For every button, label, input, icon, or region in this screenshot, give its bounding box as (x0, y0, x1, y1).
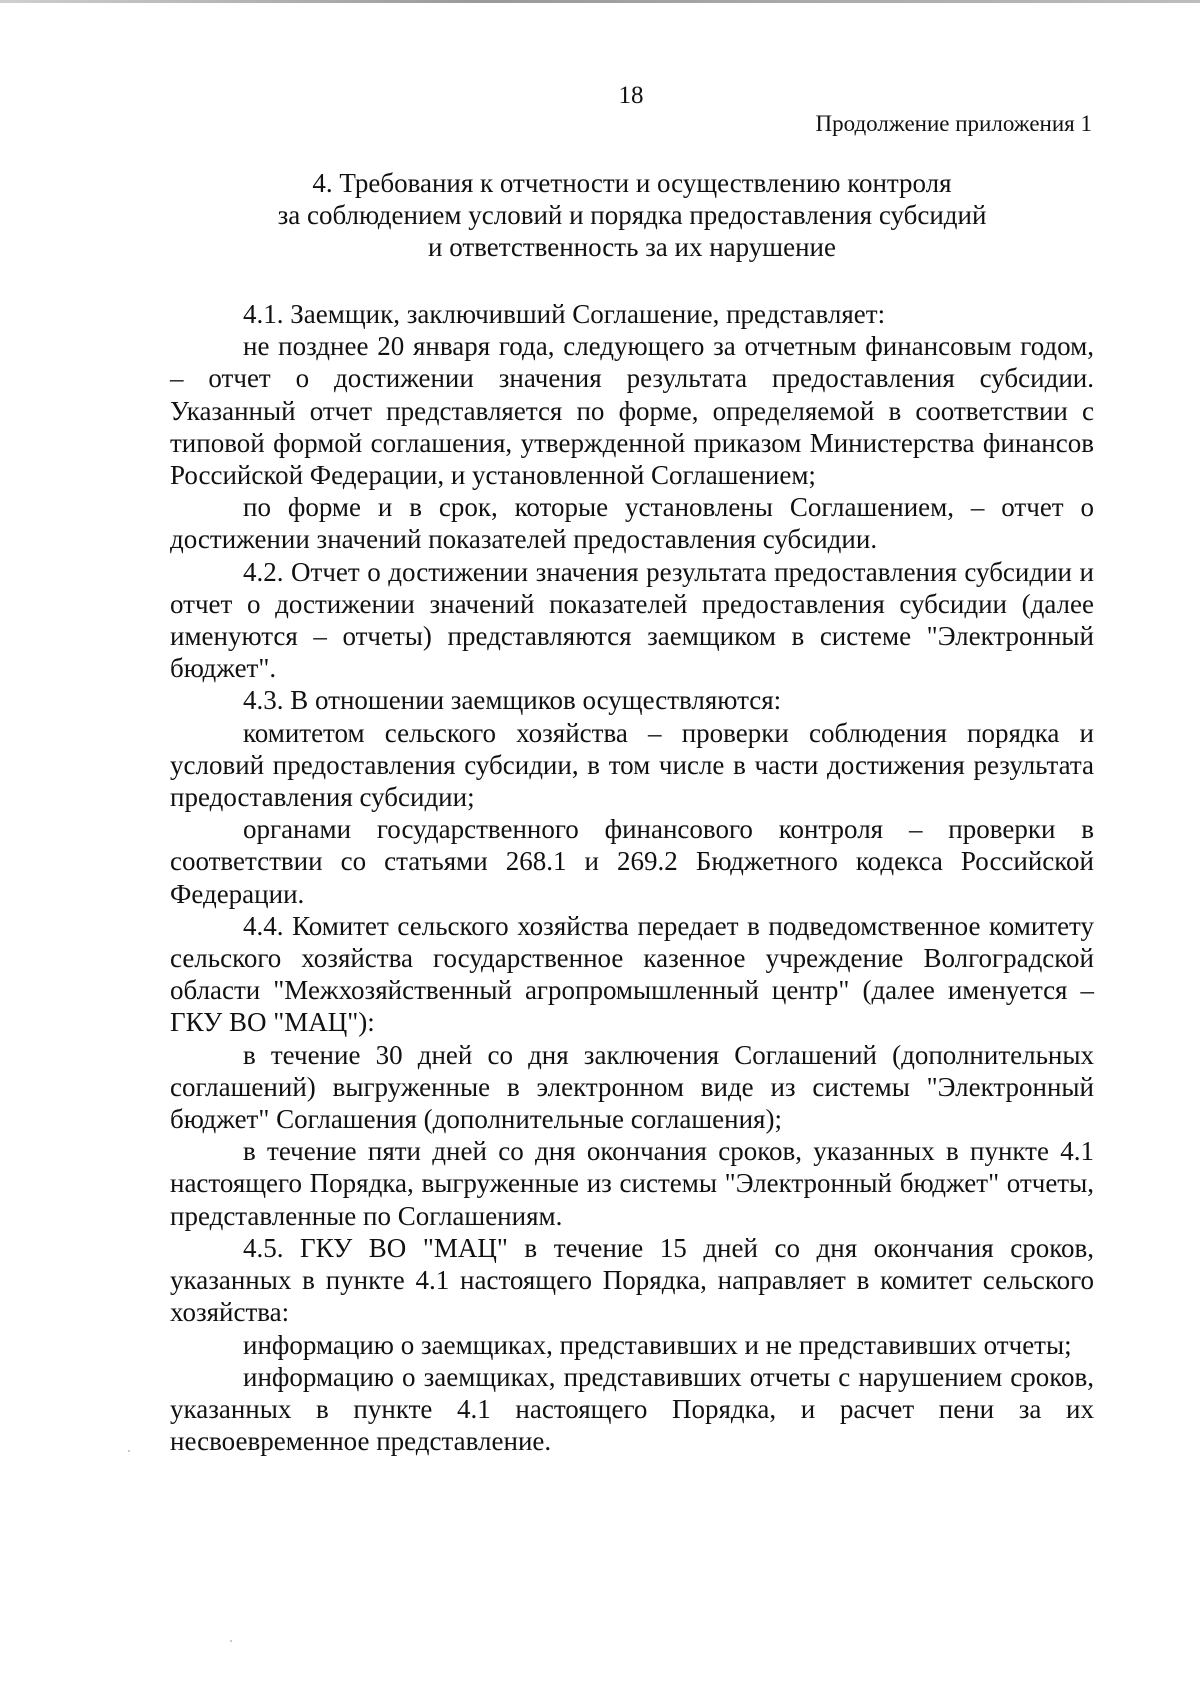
document-body (170, 298, 1094, 1457)
paragraph-indicator-report: по форме и в срок, которые установлены Соглашением, – отчет о достижении значений показателей предоставления субсидии. (170, 492, 1094, 555)
page-number: 18 (618, 82, 644, 109)
scan-speck (230, 1640, 232, 1642)
paragraph-reports-transfer: в течение пяти дней со дня окончания сроков, указанных в пункте 4.1 настоящего Порядка, выгруженные из системы "Электронный бюджет" отчеты, представленные по Соглашениям. (170, 1136, 1094, 1231)
scan-speck (128, 1450, 130, 1452)
section-heading-line: и ответственность за их нарушение (428, 232, 836, 262)
paragraph-4-1-intro: 4.1. Заемщик, заключивший Соглашение, представляет: (243, 299, 886, 329)
paragraph-financial-control: органами государственного финансового контроля – проверки в соответствии со статьями 268.1 и 269.2 Бюджетного кодекса Российской Федерации. (170, 814, 1094, 909)
paragraph-committee-checks: комитетом сельского хозяйства – проверки соблюдения порядка и условий предоставления субсидии, в том числе в части достижения результата предоставления субсидии; (170, 717, 1094, 813)
paragraph-4-2: 4.2. Отчет о достижении значения результата предоставления субсидии и отчет о достижении значений показателей предоставления субсидии (далее именуются – отчеты) представляются заемщиком в системе "Электронный бюджет". (170, 556, 1094, 684)
section-heading-line: за соблюдением условий и порядка предоставления субсидий (277, 200, 987, 230)
paragraph-borrowers-info: информацию о заемщиках, представивших и не представивших отчеты; (243, 1329, 1072, 1360)
section-heading-line: 4. Требования к отчетности и осуществлению контроля (312, 168, 952, 198)
paragraph-agreements-transfer: в течение 30 дней со дня заключения Соглашений (дополнительных соглашений) выгруженные в электронном виде из системы "Электронный бюджет" Соглашения (дополнительные соглашения); (170, 1039, 1094, 1135)
paragraph-4-4: 4.4. Комитет сельского хозяйства передает в подведомственное комитету сельского хозяйства государственное казенное учреждение Волгоградской области "Межхозяйственный агропромышленный центр" (далее именуется – ГКУ ВО "МАЦ"): (170, 910, 1094, 1038)
paragraph-result-report: не позднее 20 января года, следующего за отчетным финансовым годом, – отчет о достижении значения результата предоставления субсидии. Указанный отчет представляется по форме, определяемой в соответствии с типовой формой соглашения, утвержденной приказом Министерства финансов Российской Федерации, и установленной Соглашением; (170, 331, 1094, 491)
paragraph-4-3-intro: 4.3. В отношении заемщиков осуществляются: (243, 685, 782, 716)
section-heading (170, 167, 1094, 263)
scan-top-edge (0, 0, 1200, 3)
paragraph-late-reports-info: информацию о заемщиках, представивших отчеты с нарушением сроков, указанных в пункте 4.1 настоящего Порядка, и расчет пени за их несвоевременное представление. (170, 1361, 1094, 1457)
appendix-continuation-note: Продолжение приложения 1 (815, 111, 1092, 136)
paragraph-4-5: 4.5. ГКУ ВО "МАЦ" в течение 15 дней со дня окончания сроков, указанных в пункте 4.1 настоящего Порядка, направляет в комитет сельского хозяйства: (170, 1232, 1094, 1328)
